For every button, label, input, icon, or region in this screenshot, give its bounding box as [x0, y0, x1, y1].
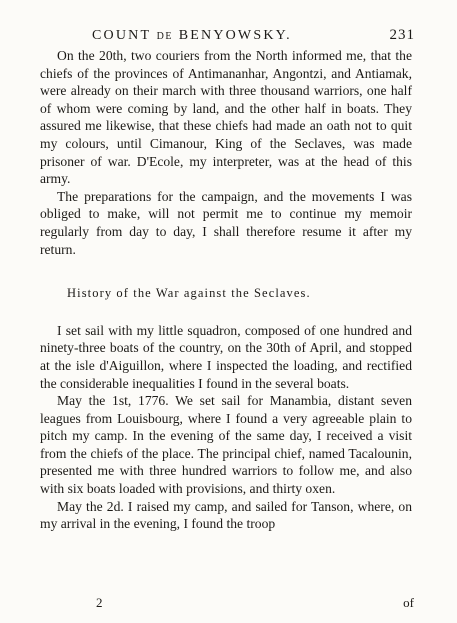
- section-heading: History of the War against the Seclaves.: [67, 286, 311, 301]
- paragraph-couriers: On the 20th, two couriers from the North informed me, that the chiefs of the provinces of Antimananhar, Angontzi, and Antiamak, were already on their march with three thousand warriors, one half of whom were coming by land, and the other half in boats. They assured me likewise, that these chiefs had made an oath not to quit my colours, until Cimanour, King of the Seclaves, was made prisoner of war. D'Ecole, my interpreter, was at the head of this army.: [40, 48, 412, 187]
- body-text: [40, 47, 412, 533]
- paragraph-set-sail: I set sail with my little squadron, composed of one hundred and ninety-three boats of the country, on the 30th of April, and stopped at the isle d'Aiguillon, where I inspected the loading, and rectified the considerable inequalities I found in the several boats.: [40, 322, 412, 391]
- paragraph-may-1st: May the 1st, 1776. We set sail for Manambia, distant seven leagues from Louisbourg, where I found a very agreeable plain to pitch my camp. In the evening of the same day, I received a visit from the chiefs of the place. The principal chief, named Tacalounin, presented me with three hundred warriors to follow me, and also with six boats loaded with provisions, and thirty oxen.: [40, 393, 412, 497]
- running-head: [92, 28, 292, 44]
- paragraph-may-2d: May the 2d. I raised my camp, and sailed for Tanson, where, on my arrival in the evening, I found the troop: [40, 498, 412, 532]
- paragraph-preparations: The preparations for the campaign, and the movements I was obliged to make, will not permit me to continue my memoir regularly from day to day, I shall therefore resume it after my return.: [40, 188, 412, 257]
- running-head-de: DE: [156, 31, 174, 42]
- catchword: of: [403, 595, 414, 610]
- page-number: 231: [389, 27, 415, 43]
- signature-mark: 2: [96, 595, 103, 610]
- running-head-part1: COUNT: [92, 28, 157, 43]
- running-head-part2: BENYOWSKY.: [173, 28, 292, 43]
